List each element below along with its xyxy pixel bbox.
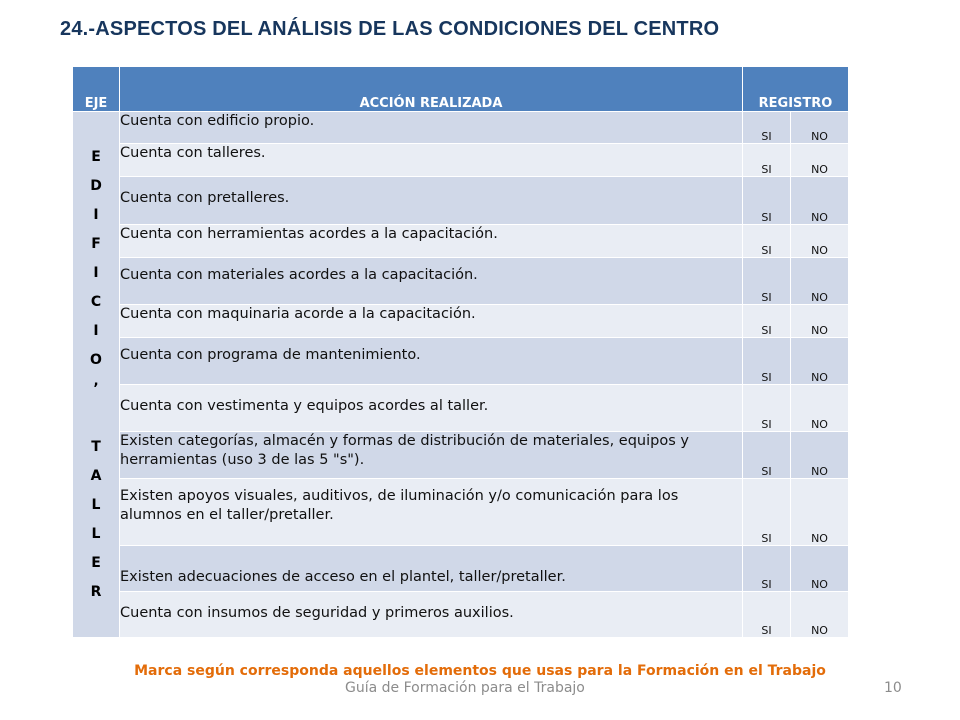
action-text: Cuenta con pretalleres. — [120, 177, 743, 225]
header-registro: REGISTRO — [743, 67, 849, 112]
registro-no[interactable]: NO — [791, 177, 849, 225]
registro-si[interactable]: SI — [743, 112, 791, 144]
eje-letter: L — [91, 525, 101, 542]
registro-si[interactable]: SI — [743, 432, 791, 479]
registro-no[interactable]: NO — [791, 592, 849, 638]
table-row — [73, 305, 849, 338]
table-row — [73, 479, 849, 546]
registro-si[interactable]: SI — [743, 305, 791, 338]
action-text: Cuenta con talleres. — [120, 144, 743, 177]
table-row — [73, 225, 849, 258]
eje-letter: E — [91, 148, 101, 165]
registro-si[interactable]: SI — [743, 592, 791, 638]
registro-si[interactable]: SI — [743, 225, 791, 258]
registro-no[interactable]: NO — [791, 144, 849, 177]
registro-si[interactable]: SI — [743, 385, 791, 432]
header-accion: ACCIÓN REALIZADA — [120, 67, 743, 112]
action-text: Cuenta con vestimenta y equipos acordes al taller. — [120, 385, 743, 432]
registro-si[interactable]: SI — [743, 258, 791, 305]
registro-si[interactable]: SI — [743, 546, 791, 592]
registro-no[interactable]: NO — [791, 479, 849, 546]
eje-letter: E — [91, 554, 101, 571]
table-row — [73, 177, 849, 225]
action-text: Cuenta con insumos de seguridad y primeros auxilios. — [120, 592, 743, 638]
registro-no[interactable]: NO — [791, 305, 849, 338]
eje-letter: T — [91, 438, 101, 455]
registro-no[interactable]: NO — [791, 432, 849, 479]
action-text: Existen categorías, almacén y formas de distribución de materiales, equipos y herramientas (uso 3 de las 5 "s"). — [120, 432, 743, 479]
table-row — [73, 592, 849, 638]
registro-si[interactable]: SI — [743, 144, 791, 177]
table-header-row — [73, 67, 849, 112]
registro-no[interactable]: NO — [791, 112, 849, 144]
action-text: Cuenta con programa de mantenimiento. — [120, 338, 743, 385]
registro-no[interactable]: NO — [791, 385, 849, 432]
eje-letter: I — [93, 264, 99, 281]
action-text: Cuenta con materiales acordes a la capacitación. — [120, 258, 743, 305]
eje-letter: R — [90, 583, 102, 600]
eje-letter: C — [90, 293, 102, 310]
conditions-table — [72, 66, 849, 638]
table-row — [73, 338, 849, 385]
table-row — [73, 258, 849, 305]
registro-si[interactable]: SI — [743, 479, 791, 546]
table-row — [73, 385, 849, 432]
eje-letter: I — [93, 206, 99, 223]
registro-no[interactable]: NO — [791, 225, 849, 258]
action-text: Cuenta con edificio propio. — [120, 112, 743, 144]
header-eje: EJE — [73, 67, 120, 112]
table-row — [73, 432, 849, 479]
registro-no[interactable]: NO — [791, 546, 849, 592]
table-row — [73, 144, 849, 177]
eje-letter: F — [91, 235, 101, 252]
action-text: Existen apoyos visuales, auditivos, de iluminación y/o comunicación para los alumnos en el taller/pretaller. — [120, 479, 743, 546]
registro-si[interactable]: SI — [743, 177, 791, 225]
table-row — [73, 112, 849, 144]
action-text: Cuenta con herramientas acordes a la capacitación. — [120, 225, 743, 258]
registro-si[interactable]: SI — [743, 338, 791, 385]
eje-letter — [73, 404, 119, 433]
eje-letter: ’ — [93, 380, 99, 397]
eje-letter: A — [90, 467, 102, 484]
action-text: Existen adecuaciones de acceso en el plantel, taller/pretaller. — [120, 546, 743, 592]
registro-no[interactable]: NO — [791, 338, 849, 385]
registro-no[interactable]: NO — [791, 258, 849, 305]
eje-letter: O — [90, 351, 102, 368]
action-text: Cuenta con maquinaria acorde a la capacitación. — [120, 305, 743, 338]
footer-text: Guía de Formación para el Trabajo — [345, 680, 585, 696]
page-number: 10 — [884, 680, 902, 696]
eje-cell — [73, 112, 120, 638]
table-row — [73, 546, 849, 592]
eje-letter: I — [93, 322, 99, 339]
eje-letter: L — [91, 496, 101, 513]
page-title: 24.-ASPECTOS DEL ANÁLISIS DE LAS CONDICIONES DEL CENTRO — [60, 18, 720, 40]
eje-letter: D — [90, 177, 102, 194]
instruction-note: Marca según corresponda aquellos elementos que usas para la Formación en el Trabajo — [134, 663, 826, 679]
eje-vertical-label — [73, 143, 119, 607]
